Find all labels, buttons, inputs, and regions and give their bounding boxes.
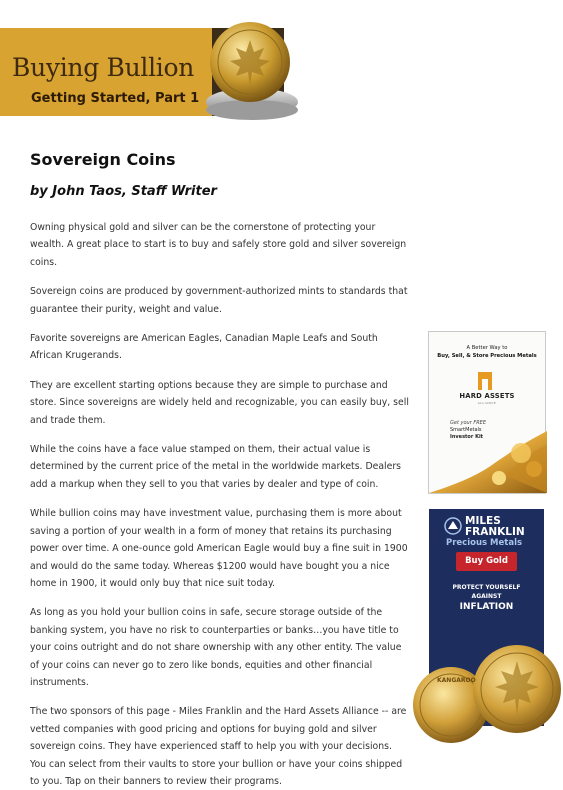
precious-metals-label: Precious Metals (446, 538, 523, 548)
header-banner (0, 28, 284, 116)
hard-assets-brand-sub: ALLIANCE (477, 401, 497, 405)
article-paragraph: Owning physical gold and silver can be the cornerstone of protecting your wealth. A great place to start is to buy and safely store gold and silver sovereign coins. (30, 222, 407, 268)
investor-kit-line-3: Investor Kit (450, 434, 484, 440)
ad-tagline-bold: Buy, Sell, & Store Precious Metals (437, 353, 537, 359)
investor-kit-line-1: Get your FREE (450, 420, 487, 426)
miles-franklin-brand-2: FRANKLIN (465, 526, 525, 538)
gold-coins-image (429, 617, 544, 726)
article-paragraph: As long as you hold your bullion coins in safe, secure storage outside of the banking system, you have no risk to counterparties or banks…you have title to your coins outright and do not share ownership with any other entity. The value of your coins can never go to zero like bonds, equities and other financial instruments. (30, 607, 402, 688)
hard-assets-logo-icon (478, 372, 492, 390)
gold-coin-image (212, 28, 284, 116)
protect-line-1: PROTECT YOURSELF (452, 584, 521, 591)
banner-subtitle: Getting Started, Part 1 (31, 91, 200, 106)
article (30, 150, 410, 790)
article-byline: by John Taos, Staff Writer (30, 184, 217, 199)
protect-line-3: INFLATION (459, 602, 514, 612)
miles-franklin-brand-1: MILES (465, 515, 501, 527)
article-paragraph: While bullion coins may have investment value, purchasing them is more about saving a portion of your wealth in a form of money that retains its purchasing power over time. A one-ounce gold American Eagle would buy a fine suit in 1900 and would do the same today. Whereas $1200 would have bought you a nice home in 1900, it would only buy that nice suit today. (30, 508, 408, 589)
coin-text: KANGAROO (437, 677, 476, 684)
gold-bars-image (429, 423, 547, 493)
article-paragraph: Favorite sovereigns are American Eagles, Canadian Maple Leafs and South African Krugerands. (30, 333, 378, 362)
hard-assets-brand: HARD ASSETS (459, 392, 515, 400)
protect-line-2: AGAINST (471, 593, 502, 600)
article-paragraph: Sovereign coins are produced by government-authorized mints to standards that guarantee their purity, weight and value. (30, 286, 408, 315)
article-paragraph: They are excellent starting options because they are simple to purchase and store. Since sovereigns are widely held and recognizable, you can easily buy, sell and trade them. (30, 379, 409, 426)
investor-kit-line-2: SmartMetals (450, 427, 482, 433)
article-headline: Sovereign Coins (30, 150, 176, 169)
article-paragraph: The two sponsors of this page - Miles Franklin and the Hard Assets Alliance -- are vetted companies with good pricing and options for buying gold and silver sovereign coins. They have experienced staff to help you with your decisions. You can select from their vaults to store your bullion or have your coins shipped to you. Tap on their banners to review their programs. (30, 706, 407, 787)
ad-tagline: A Better Way to (466, 345, 508, 351)
buy-gold-button[interactable]: Buy Gold (456, 552, 517, 571)
miles-franklin-logo-icon (444, 517, 462, 535)
hard-assets-ad-banner[interactable] (428, 331, 546, 494)
miles-franklin-ad-banner[interactable] (429, 509, 544, 726)
article-paragraph: While the coins have a face value stamped on them, their actual value is determined by the current price of the metal in the worldwide markets. Dealers add a markup when they sell to you that varies by dealer and type of coin. (30, 444, 401, 490)
banner-title: Buying Bullion (12, 53, 195, 82)
